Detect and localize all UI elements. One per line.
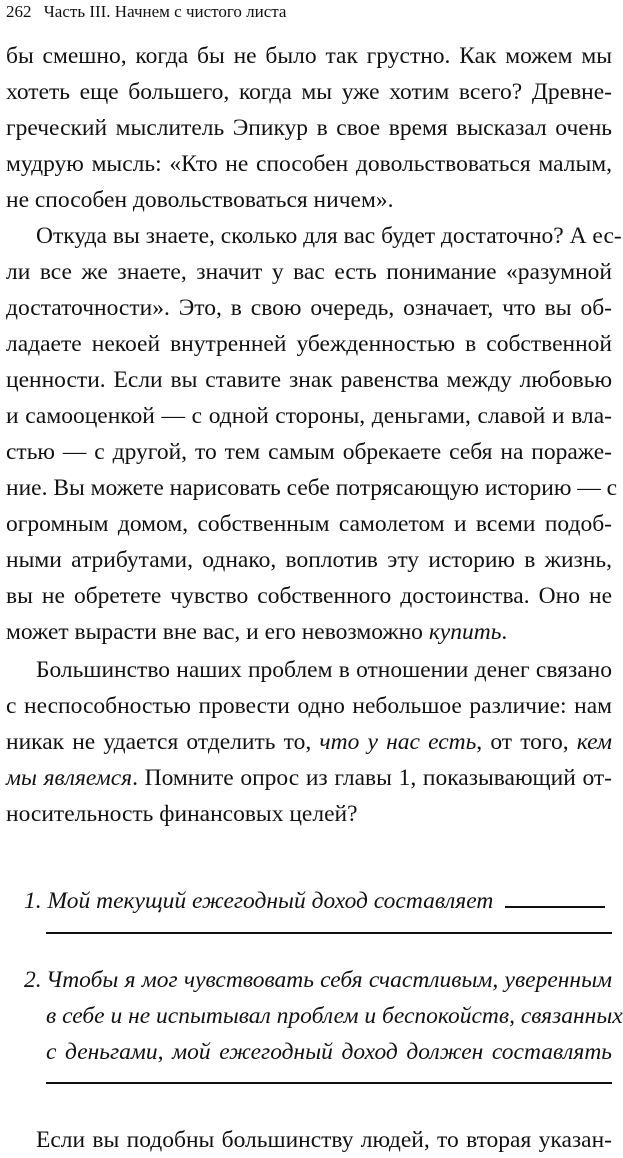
page-number: 262	[6, 2, 32, 21]
text-line: в себе и не испытывал проблем и беспокойств, связанных	[46, 1003, 623, 1029]
text-span: , от того,	[476, 729, 577, 755]
survey-question-1	[24, 882, 612, 918]
emphasis-text: что у нас есть	[319, 729, 477, 755]
text-line: и самооценкой — с одной стороны, деньгами, славой и вла-	[6, 403, 612, 429]
text-line: Откуда вы знаете, сколько для вас будет достаточно? А ес-	[36, 223, 622, 249]
running-header	[6, 1, 286, 23]
text-span: никак не удается отделить то,	[6, 729, 320, 755]
question-number: 1.	[24, 888, 42, 914]
text-line: ние. Вы можете нарисовать себе потрясающую историю — с	[6, 475, 618, 501]
text-span: может вырасти вне вас, и его невозможно	[6, 619, 429, 645]
running-title: Часть III. Начнем с чистого листа	[43, 2, 287, 21]
text-line: бы смешно, когда бы не было так грустно. Как можем мы	[6, 43, 612, 69]
question-number: 2.	[24, 967, 42, 993]
answer-blank-1[interactable]	[505, 882, 605, 908]
question-text: Чтобы я мог чувствовать себя счастливым, уверенным	[46, 967, 612, 993]
answer-line-1[interactable]	[46, 932, 612, 934]
text-line: мудрую мысль: «Кто не способен довольствоваться малым,	[6, 151, 612, 177]
text-line: хотеть еще большего, когда мы уже хотим всего? Древне-	[6, 79, 612, 105]
text-line	[6, 760, 612, 796]
question-text: Мой текущий ежегодный доход составляет	[47, 888, 494, 914]
emphasis-text: кем	[576, 729, 612, 755]
text-line: ными атрибутами, однако, воплотив эту историю в жизнь,	[6, 547, 612, 573]
text-line: с неспособностью провести одно небольшое различие: нам	[6, 693, 612, 719]
text-line: Если вы подобны большинству людей, то вторая указан-	[36, 1127, 612, 1153]
text-line: ладаете некоей внутренней убежденностью в собственной	[6, 331, 612, 357]
text-span: . Помните опрос из главы 1, показывающий от-	[132, 765, 612, 791]
text-line: с деньгами, мой ежегодный доход должен составлять	[46, 1039, 612, 1065]
text-line: Большинство наших проблем в отношении денег связано	[36, 657, 612, 683]
emphasis-text: мы являемся	[6, 765, 133, 791]
text-line: носительность финансовых целей?	[6, 801, 358, 827]
text-line	[6, 724, 612, 760]
text-line: вы не обретете чувство собственного достоинства. Оно не	[6, 583, 612, 609]
answer-line-2[interactable]	[46, 1082, 612, 1084]
text-line: ли все же знаете, значит у вас есть понимание «разумной	[6, 259, 612, 285]
survey-question-2	[24, 962, 612, 998]
text-line: достаточности». Это, в свою очередь, означает, что вы об-	[6, 295, 612, 321]
text-span: .	[501, 619, 508, 645]
text-line	[6, 614, 612, 650]
text-line: греческий мыслитель Эпикур в свое время высказал очень	[6, 115, 612, 141]
text-line: стью — с другой, то тем самым обрекаете себя на пораже-	[6, 439, 612, 465]
text-line: ценности. Если вы ставите знак равенства между любовью	[6, 367, 612, 393]
text-line: не способен довольствоваться ничем».	[6, 187, 394, 213]
text-line: огромным домом, собственным самолетом и всеми подоб-	[6, 511, 612, 537]
emphasis-text: купить	[428, 619, 502, 645]
